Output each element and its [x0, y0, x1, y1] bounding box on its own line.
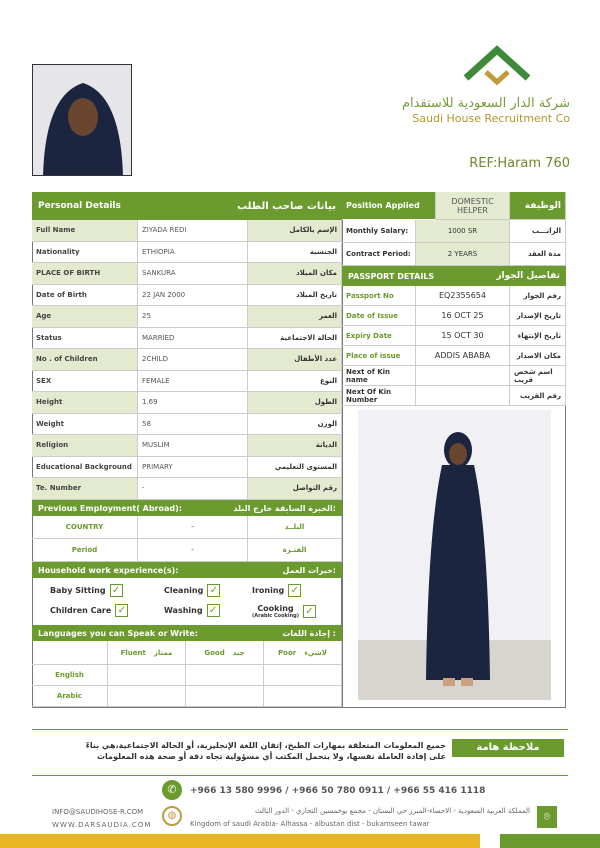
- checkmark-icon: ✓: [115, 604, 128, 617]
- passport-value: 15 OCT 30: [416, 326, 510, 346]
- household-item: [252, 584, 301, 597]
- phone-numbers: +966 13 580 9996 / +966 50 780 0911 / +966 55 416 1118: [190, 786, 486, 796]
- passport-value: EQ2355654: [416, 286, 510, 306]
- position-row-label-en: Contract Period:: [342, 243, 416, 266]
- personal-label-ar: الجنسية: [248, 242, 342, 264]
- lang-cell: [264, 665, 342, 686]
- personal-label-en: Status: [32, 328, 138, 350]
- employment-value: -: [138, 516, 248, 539]
- position-row-label-ar: مدة العقد: [510, 243, 566, 266]
- globe-icon: ◍: [162, 806, 182, 826]
- household-item: [252, 604, 316, 619]
- passport-label-en: Date of Issue: [342, 306, 416, 326]
- personal-label-en: Date of Birth: [32, 285, 138, 307]
- personal-label-en: SEX: [32, 371, 138, 393]
- household-item-label: Ironing: [252, 586, 285, 595]
- personal-label-en: Religion: [32, 435, 138, 457]
- personal-label-ar: مكان الميلاد: [248, 263, 342, 285]
- lang-level-header: [108, 641, 186, 665]
- personal-value: 1.69: [138, 392, 248, 414]
- passport-label-en: Expiry Date: [342, 326, 416, 346]
- phone-icon: ✆: [162, 780, 182, 800]
- languages-header: Languages you can Speak or Write: إجادة اللغات :: [32, 625, 342, 641]
- personal-label-ar: العمر: [248, 306, 342, 328]
- employment-header: Previous Employment( Abroad): الخبرة السابقة خارج البلد:: [32, 500, 342, 516]
- personal-label-en: Educational Background: [32, 457, 138, 479]
- household-item-label: Cooking: [257, 604, 294, 613]
- personal-label-ar: الديانة: [248, 435, 342, 457]
- personal-label-ar: الوزن: [248, 414, 342, 436]
- personal-value: PRIMARY: [138, 457, 248, 479]
- personal-label-en: Height: [32, 392, 138, 414]
- divider-top: [32, 729, 568, 730]
- employment-label-ar: البلــد: [248, 516, 342, 539]
- passport-header: PASSPORT DETAILS تفاصيل الجواز: [342, 266, 566, 286]
- passport-label-ar: تاريخ الإصدار: [510, 306, 566, 326]
- personal-value: SANKURA: [138, 263, 248, 285]
- personal-value: ETHIOPIA: [138, 242, 248, 264]
- important-note-tag: ملاحظة هامة: [452, 739, 564, 757]
- passport-label-ar: رقم الجواز: [510, 286, 566, 306]
- passport-label-en: Next of Kin name: [342, 366, 416, 386]
- personal-label-en: PLACE OF BIRTH: [32, 263, 138, 285]
- checkmark-icon: ✓: [288, 584, 301, 597]
- personal-label-ar: عدد الأطفال: [248, 349, 342, 371]
- household-item-label: Children Care: [50, 606, 112, 615]
- checkmark-icon: ✓: [110, 584, 123, 597]
- applicant-headshot: [32, 64, 132, 176]
- employment-label-ar: الفتـرة: [248, 539, 342, 562]
- passport-label-ar: مكان الاصدار: [510, 346, 566, 366]
- lang-cell: [108, 665, 186, 686]
- employment-label-en: COUNTRY: [32, 516, 138, 539]
- household-item-label: Baby Sitting: [50, 586, 106, 595]
- household-item-label: Washing: [164, 606, 203, 615]
- checkmark-icon: ✓: [303, 605, 316, 618]
- company-name-ar: شركة الدار السعودية للاستقدام: [401, 96, 570, 111]
- passport-label-en: Place of issue: [342, 346, 416, 366]
- address-ar: المملكة العربية السعودية - الاحساء-المبرز حي البستان - مجمع بوخمسين التجاري - الدور الثالث: [254, 807, 530, 815]
- address-en: Kingdom of saudi Arabia- Alhassa - albustan dist - bukamseen tawar: [190, 820, 430, 828]
- household-header: Household work experience(s): خبرات العمل:: [32, 562, 342, 578]
- lang-corner: [32, 641, 108, 665]
- lang-level-ar: ممتاز: [153, 648, 173, 657]
- company-name-en: Saudi House Recruitment Co: [412, 112, 570, 125]
- checkmark-icon: ✓: [207, 604, 220, 617]
- passport-label-ar: تاريخ الإنتهاء: [510, 326, 566, 346]
- passport-label-ar: رقم القريب: [510, 386, 566, 406]
- website: WWW.DARSAUDIA.COM: [52, 821, 152, 829]
- personal-label-en: Age: [32, 306, 138, 328]
- personal-label-ar: الإسم بالكامل: [248, 220, 342, 242]
- lang-level-header: [264, 641, 342, 665]
- personal-label-ar: تاريخ الميلاد: [248, 285, 342, 307]
- company-logo: [462, 44, 532, 88]
- checkmark-icon: ✓: [207, 584, 220, 597]
- email: INFO@SAUDIHOSE-R.COM: [52, 808, 144, 816]
- personal-value: MARRIED: [138, 328, 248, 350]
- position-row-label-ar: الراتـــب: [510, 220, 566, 243]
- passport-value: [416, 386, 510, 406]
- personal-value: 25: [138, 306, 248, 328]
- lang-cell: [186, 686, 264, 707]
- lang-name: Arabic: [32, 686, 108, 707]
- personal-label-ar: الحالة الاجتماعية: [248, 328, 342, 350]
- household-item-sub: (Arabic Cooking): [252, 613, 299, 619]
- personal-value: FEMALE: [138, 371, 248, 393]
- personal-value: MUSLIM: [138, 435, 248, 457]
- footer-bar-yellow: [0, 834, 480, 848]
- lang-cell: [108, 686, 186, 707]
- personal-label-en: No . of Children: [32, 349, 138, 371]
- passport-label-en: Passport No: [342, 286, 416, 306]
- passport-label-ar: اسم شخص قريب: [510, 366, 566, 386]
- personal-label-en: Nationality: [32, 242, 138, 264]
- important-note-text: جميع المعلومات المتعلقة بمهارات الطبخ، إتقان اللغة الإنجليزية، أو الحالة الاجتماعية،هي بناءً على إفادة العاملة نفسها، ولا يتحمل المكتب أي مسؤولية تجاه دقة أو صحة هذه المعلومات: [85, 741, 446, 761]
- lang-level-ar: لاشيء: [304, 648, 327, 657]
- personal-label-en: Weight: [32, 414, 138, 436]
- lang-cell: [186, 665, 264, 686]
- personal-label-en: Full Name: [32, 220, 138, 242]
- position-label-en: Position Applied: [342, 192, 436, 220]
- position-label-ar: الوظيفة: [510, 192, 566, 220]
- passport-value: ADDIS ABABA: [416, 346, 510, 366]
- personal-value: 22 JAN 2000: [138, 285, 248, 307]
- position-value: DOMESTIC HELPER: [436, 192, 510, 220]
- household-item: [164, 604, 220, 617]
- reference-number: REF:Haram 760: [469, 156, 570, 171]
- household-item: [164, 584, 220, 597]
- position-row-value: 2 YEARS: [416, 243, 510, 266]
- passport-value: [416, 366, 510, 386]
- lang-cell: [264, 686, 342, 707]
- footer-bar-green: [500, 834, 600, 848]
- personal-label-ar: المستوى التعليمي: [248, 457, 342, 479]
- lang-level-en: Fluent: [120, 648, 146, 657]
- passport-label-en: Next Of Kin Number: [342, 386, 416, 406]
- personal-label-ar: رقم التواصل: [248, 478, 342, 500]
- lang-level-header: [186, 641, 264, 665]
- lang-name: English: [32, 665, 108, 686]
- passport-value: 16 OCT 25: [416, 306, 510, 326]
- divider-bottom: [32, 775, 568, 776]
- personal-value: ZIYADA REDI: [138, 220, 248, 242]
- personal-label-en: Te. Number: [32, 478, 138, 500]
- location-pin-icon: ⌾: [537, 806, 557, 828]
- lang-level-en: Poor: [278, 648, 297, 657]
- applicant-full-photo: [358, 410, 551, 700]
- employment-label-en: Period: [32, 539, 138, 562]
- personal-label-ar: الطول: [248, 392, 342, 414]
- household-item-label: Cleaning: [164, 586, 204, 595]
- personal-value: 2CHILD: [138, 349, 248, 371]
- position-row-value: 1000 SR: [416, 220, 510, 243]
- position-row-label-en: Monthly Salary:: [342, 220, 416, 243]
- personal-value: 58: [138, 414, 248, 436]
- personal-value: -: [138, 478, 248, 500]
- lang-level-ar: جيد: [232, 648, 245, 657]
- household-item: [50, 584, 123, 597]
- lang-level-en: Good: [204, 648, 225, 657]
- employment-value: -: [138, 539, 248, 562]
- personal-label-ar: النوع: [248, 371, 342, 393]
- personal-header: Personal Details بيانات صاحب الطلب: [32, 192, 342, 220]
- household-item: [50, 604, 128, 617]
